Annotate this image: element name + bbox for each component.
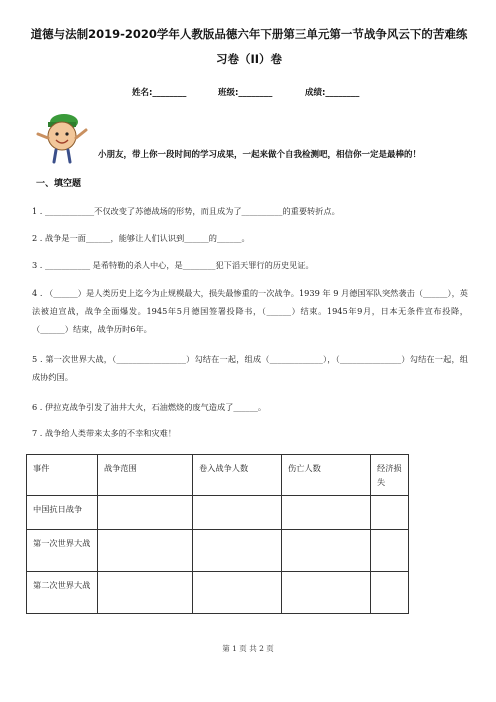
question-7: 7 . 战争给人类带来太多的不幸和灾难！ [32, 428, 177, 438]
name-field: 姓名:________ [132, 88, 187, 98]
table-row [27, 496, 409, 530]
blank-cell[interactable] [371, 530, 409, 572]
blank-cell[interactable] [193, 530, 282, 572]
blank-cell[interactable] [193, 496, 282, 530]
blank-cell[interactable] [371, 496, 409, 530]
row-label: 中国抗日战争 [27, 496, 98, 530]
document-title [26, 22, 472, 72]
header-cell: 事件 [27, 455, 98, 496]
question-3: 3 . ___________ 是希特勒的杀人中心，是________犯下滔天罪行的历史见证。 [32, 260, 314, 270]
page-footer: 第 1 页 共 2 页 [222, 644, 274, 653]
mascot-icon [34, 108, 92, 166]
score-field: 成绩:________ [305, 88, 360, 98]
encouragement-text: 小朋友，带上你一段时间的学习成果，一起来做个自我检测吧，相信你一定是最棒的！ [98, 150, 422, 160]
blank-cell[interactable] [98, 572, 193, 614]
header-cell: 伤亡人数 [282, 455, 371, 496]
blank-cell[interactable] [282, 496, 371, 530]
blank-cell[interactable] [98, 496, 193, 530]
blank-cell[interactable] [282, 530, 371, 572]
row-label: 第一次世界大战 [27, 530, 98, 572]
table-header-row [27, 455, 409, 496]
question-5: 5 . 第一次世界大战，（_________________）勾结在一起，组成（_____________），（_______________）勾结在一起，组成协约国。 [32, 354, 468, 382]
question-6: 6 . 伊拉克战争引发了油井大火，石油燃烧的废气造成了______。 [32, 402, 267, 412]
header-cell: 战争范围 [98, 455, 193, 496]
war-table [26, 454, 409, 614]
table-row [27, 530, 409, 572]
header-cell: 经济损失 [371, 455, 409, 496]
question-2: 2 . 战争是一面______，能够让人们认识到______的______。 [32, 233, 250, 243]
question-1: 1 . ____________不仅改变了苏德战场的形势，而且成为了__________的重要转折点。 [32, 206, 340, 216]
blank-cell[interactable] [371, 572, 409, 614]
header-cell: 卷入战争人数 [193, 455, 282, 496]
class-field: 班级:________ [218, 88, 273, 98]
blank-cell[interactable] [193, 572, 282, 614]
section-heading: 一、填空题 [36, 179, 82, 189]
table-row [27, 572, 409, 614]
title-line-1: 道德与法制2019-2020学年人教版品德六年下册第三单元第一节战争风云下的苦难练 [30, 27, 468, 41]
question-4: 4 . （______）是人类历史上迄今为止规模最大，损失最惨重的一次战争。1939 年 9 月德国军队突然袭击（______），英法被迫宣战，战争全面爆发。1945年5月德国签署投降书，（______）结束。1945年9月，日本无条件宣布投降，（______）结束，战争历时6年。 [32, 288, 468, 334]
row-label: 第二次世界大战 [27, 572, 98, 614]
blank-cell[interactable] [98, 530, 193, 572]
blank-cell[interactable] [282, 572, 371, 614]
title-line-2: 习卷（II）卷 [215, 52, 283, 66]
